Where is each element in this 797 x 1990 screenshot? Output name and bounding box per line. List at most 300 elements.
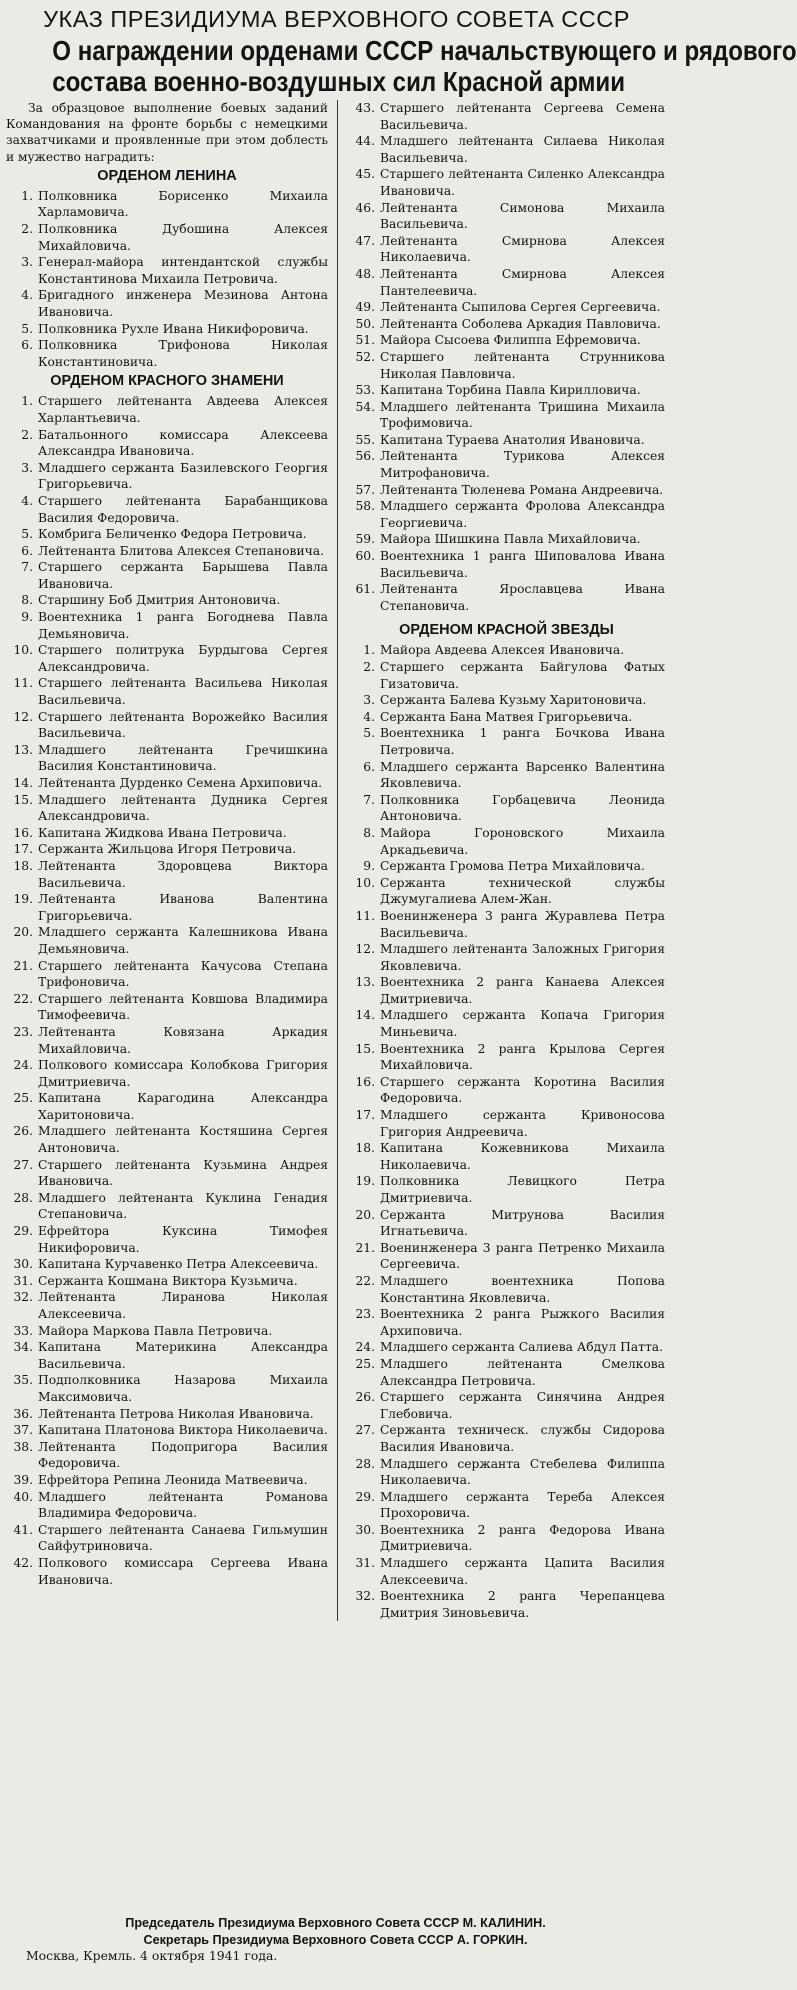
item-text: Воентехника 2 ранга Канаева Алексея Дмитриевича. xyxy=(380,975,665,1006)
award-list-item xyxy=(348,166,665,199)
item-number: 15. xyxy=(13,792,33,807)
item-text: Полковника Рухле Ивана Никифоровича. xyxy=(38,321,309,336)
item-number: 8. xyxy=(363,825,375,840)
award-list-item xyxy=(6,1439,328,1472)
item-number: 39. xyxy=(13,1472,33,1487)
award-list-item xyxy=(6,592,328,609)
item-number: 16. xyxy=(13,825,33,840)
item-number: 28. xyxy=(13,1190,33,1205)
item-number: 20. xyxy=(13,925,33,940)
item-number: 5. xyxy=(21,527,33,542)
award-list-item xyxy=(6,1372,328,1405)
award-list-item xyxy=(348,316,665,333)
item-number: 24. xyxy=(355,1340,375,1355)
award-list-item xyxy=(348,133,665,166)
item-number: 12. xyxy=(13,709,33,724)
item-text: Лейтенанта Здоровцева Виктора Васильевича. xyxy=(38,858,328,890)
left-column xyxy=(6,100,338,1621)
award-list-item xyxy=(6,1024,328,1057)
item-number: 33. xyxy=(13,1323,33,1338)
item-number: 34. xyxy=(13,1340,33,1355)
item-text: Воентехника 1 ранга Бочкова Ивана Петровича. xyxy=(380,726,665,757)
item-number: 20. xyxy=(355,1207,375,1222)
award-list-item xyxy=(6,1472,328,1489)
item-text: Капитана Кожевникова Михаила Николаевича. xyxy=(380,1141,665,1172)
item-text: Майора Авдеева Алексея Ивановича. xyxy=(380,643,625,658)
award-list-item xyxy=(348,1207,665,1240)
item-text: Младшего лейтенанта Силаева Николая Васильевича. xyxy=(380,134,665,165)
item-number: 8. xyxy=(21,593,33,608)
item-text: Младшего лейтенанта Заложных Григория Яковлевича. xyxy=(380,942,665,973)
item-number: 25. xyxy=(355,1356,375,1371)
award-list-item xyxy=(348,1306,665,1339)
award-list-item xyxy=(348,482,665,499)
award-list-item xyxy=(6,792,328,825)
item-text: Воентехника 2 ранга Рыжкого Василия Архиповича. xyxy=(380,1307,665,1338)
item-text: Лейтенанта Дурденко Семена Архиповича. xyxy=(38,776,323,790)
item-number: 19. xyxy=(355,1174,375,1189)
item-number: 13. xyxy=(355,975,375,990)
section-title-red-star: ОРДЕНОМ КРАСНОЙ ЗВЕЗДЫ xyxy=(399,622,614,639)
item-text: Военинженера 3 ранга Журавлева Петра Васильевича. xyxy=(380,908,665,940)
item-number: 58. xyxy=(355,499,375,514)
item-text: Бригадного инженера Мезинова Антона Ивановича. xyxy=(38,288,328,319)
item-text: Младшего сержанта Салиева Абдул Патта. xyxy=(380,1340,664,1355)
section-title-lenin: ОРДЕНОМ ЛЕНИНА xyxy=(97,167,237,184)
item-text: Старшего лейтенанта Сергеева Семена Васильевича. xyxy=(380,101,665,132)
item-number: 32. xyxy=(355,1589,375,1604)
item-number: 11. xyxy=(13,676,33,691)
award-list-item xyxy=(348,792,665,825)
item-number: 61. xyxy=(355,582,375,597)
award-list-item xyxy=(6,393,328,426)
award-list-item xyxy=(6,891,328,924)
award-list-item xyxy=(348,1173,665,1206)
award-list-item xyxy=(6,858,328,891)
item-number: 21. xyxy=(355,1240,375,1255)
award-list-item xyxy=(348,725,665,758)
item-number: 25. xyxy=(13,1091,33,1106)
item-number: 30. xyxy=(355,1522,375,1537)
item-number: 13. xyxy=(13,742,33,757)
item-text: Лейтенанта Симонова Михаила Васильевича. xyxy=(380,200,665,232)
item-text: Подполковника Назарова Михаила Максимовича. xyxy=(38,1373,328,1404)
item-number: 15. xyxy=(355,1041,375,1056)
award-list-item xyxy=(6,493,328,526)
award-list-item xyxy=(6,775,328,792)
item-text: Старшего лейтенанта Ковшова Владимира Тимофеевича. xyxy=(38,991,328,1023)
award-list-item xyxy=(6,675,328,708)
item-number: 27. xyxy=(13,1157,33,1172)
item-text: Капитана Тураева Анатолия Ивановича. xyxy=(380,432,645,447)
award-list-item xyxy=(348,399,665,432)
item-number: 27. xyxy=(355,1423,375,1438)
item-text: Сержанта Кошмана Виктора Кузьмича. xyxy=(38,1273,298,1288)
award-list-item xyxy=(348,941,665,974)
item-text: Старшего лейтенанта Струнникова Николая Павловича. xyxy=(380,349,665,381)
award-list-item xyxy=(348,1240,665,1273)
item-text: Майора Шишкина Павла Михайловича. xyxy=(380,532,641,547)
award-list-item xyxy=(6,1522,328,1555)
item-number: 26. xyxy=(355,1390,375,1405)
award-list-item xyxy=(6,958,328,991)
item-number: 40. xyxy=(13,1489,33,1504)
item-text: Лейтенанта Ярославцева Ивана Степановича. xyxy=(380,582,665,613)
award-list-item xyxy=(6,559,328,592)
item-text: Младшего лейтенанта Гречишкина Василия Константиновича. xyxy=(38,742,328,774)
item-text: Младшего воентехника Попова Константина Яковлевича. xyxy=(380,1273,665,1305)
award-list-item xyxy=(348,659,665,692)
item-text: Генерал-майора интендантской службы Константинова Михаила Петровича. xyxy=(38,255,328,286)
item-text: Капитана Курчавенко Петра Алексеевича. xyxy=(38,1257,319,1272)
award-list-item xyxy=(348,692,665,709)
chairman-signature: Председатель Президиума Верховного Совета СССР М. КАЛИНИН. xyxy=(125,1916,546,1930)
item-text: Старшего лейтенанта Васильева Николая Васильевича. xyxy=(38,676,328,708)
award-list-item xyxy=(348,1422,665,1455)
item-number: 48. xyxy=(355,266,375,281)
section-title-red-banner: ОРДЕНОМ КРАСНОГО ЗНАМЕНИ xyxy=(50,373,284,390)
item-text: Младшего сержанта Стебелева Филиппа Николаевича. xyxy=(380,1456,665,1488)
award-list-item xyxy=(348,266,665,299)
red-banner-list-part-1 xyxy=(6,393,328,1588)
award-list-item xyxy=(6,609,328,642)
award-list-item xyxy=(6,642,328,675)
item-number: 1. xyxy=(21,188,33,203)
item-text: Комбрига Беличенко Федора Петровича. xyxy=(38,527,307,542)
award-list-item xyxy=(348,1007,665,1040)
item-number: 21. xyxy=(13,958,33,973)
item-number: 19. xyxy=(13,892,33,907)
item-text: Старшего сержанта Коротина Василия Федоровича. xyxy=(380,1074,665,1106)
award-list-item xyxy=(6,1090,328,1123)
item-number: 29. xyxy=(355,1489,375,1504)
item-text: Старшего лейтенанта Санаева Гильмушин Сайфутриновича. xyxy=(38,1522,328,1554)
item-number: 7. xyxy=(363,792,375,807)
item-number: 22. xyxy=(355,1273,375,1288)
item-text: Младшего сержанта Варсенко Валентина Яковлевича. xyxy=(380,759,665,791)
item-number: 12. xyxy=(355,942,375,957)
item-text: Полкового комиссара Сергеева Ивана Ивановича. xyxy=(38,1555,328,1587)
item-text: Полковника Борисенко Михаила Харламовича. xyxy=(38,188,328,220)
item-text: Сержанта техническ. службы Сидорова Василия Ивановича. xyxy=(380,1423,665,1454)
item-text: Лейтенанта Смирнова Алексея Николаевича. xyxy=(380,233,665,265)
item-text: Сержанта Балева Кузьму Харитоновича. xyxy=(380,693,647,708)
item-number: 52. xyxy=(355,349,375,364)
item-text: Сержанта Бана Матвея Григорьевича. xyxy=(380,709,633,724)
item-number: 42. xyxy=(13,1555,33,1570)
award-list-item xyxy=(6,1489,328,1522)
award-list-item xyxy=(6,1256,328,1273)
item-text: Лейтенанта Подопригора Василия Федоровича. xyxy=(38,1439,328,1471)
item-text: Полковника Дубошина Алексея Михайловича. xyxy=(38,222,328,253)
award-list-item xyxy=(348,759,665,792)
award-list-item xyxy=(6,1289,328,1322)
award-list-item xyxy=(348,548,665,581)
item-text: Младшего сержанта Калешникова Ивана Демьяновича. xyxy=(38,925,328,956)
item-text: Сержанта Жильцова Игоря Петровича. xyxy=(38,842,297,857)
item-number: 47. xyxy=(355,233,375,248)
item-number: 10. xyxy=(355,875,375,890)
award-list-item xyxy=(6,1057,328,1090)
item-number: 4. xyxy=(21,493,33,508)
item-number: 36. xyxy=(13,1406,33,1421)
item-number: 22. xyxy=(13,991,33,1006)
item-number: 14. xyxy=(355,1008,375,1023)
item-text: Младшего сержанта Кривоносова Григория Андреевича. xyxy=(380,1108,665,1139)
award-list-item xyxy=(348,875,665,908)
award-list-item xyxy=(6,526,328,543)
red-banner-list-part-2 xyxy=(348,100,665,614)
item-number: 50. xyxy=(355,316,375,331)
award-list-item xyxy=(6,1123,328,1156)
award-list-item xyxy=(348,581,665,614)
item-text: Лейтенанта Иванова Валентина Григорьевича. xyxy=(38,892,328,923)
item-number: 43. xyxy=(355,101,375,115)
item-number: 17. xyxy=(355,1108,375,1123)
award-list-item xyxy=(6,321,328,338)
item-text: Лейтенанта Лиранова Николая Алексеевича. xyxy=(38,1290,328,1321)
item-text: Младшего сержанта Тереба Алексея Прохоровича. xyxy=(380,1489,665,1521)
item-number: 32. xyxy=(13,1290,33,1305)
item-text: Лейтенанта Петрова Николая Ивановича. xyxy=(38,1406,314,1421)
item-number: 49. xyxy=(355,300,375,315)
item-text: Батальонного комиссара Алексеева Александра Ивановича. xyxy=(38,427,328,459)
item-text: Полковника Трифонова Николая Константиновича. xyxy=(38,338,328,369)
item-number: 60. xyxy=(355,549,375,564)
award-list-item xyxy=(348,233,665,266)
award-list-item xyxy=(6,1190,328,1223)
item-text: Ефрейтора Репина Леонида Матвеевича. xyxy=(38,1472,308,1487)
item-text: Капитана Торбина Павла Кирилловича. xyxy=(380,383,641,398)
award-list-item xyxy=(348,200,665,233)
item-number: 1. xyxy=(363,643,375,658)
award-list-item xyxy=(348,709,665,726)
decree-title-line-1: О награждении орденами СССР начальствующего и рядового xyxy=(52,35,797,66)
award-list-item xyxy=(6,1555,328,1588)
award-list-item xyxy=(348,100,665,133)
item-text: Лейтенанта Тюленева Романа Андреевича. xyxy=(380,482,664,497)
award-list-item xyxy=(6,337,328,370)
item-number: 41. xyxy=(13,1522,33,1537)
red-star-list xyxy=(348,642,665,1621)
item-text: Майора Сысоева Филиппа Ефремовича. xyxy=(380,333,641,348)
item-text: Сержанта Громова Петра Михайловича. xyxy=(380,859,645,874)
item-text: Капитана Карагодина Александра Харитоновича. xyxy=(38,1091,328,1122)
item-number: 44. xyxy=(355,134,375,149)
secretary-signature: Секретарь Президиума Верховного Совета СССР А. ГОРКИН. xyxy=(143,1932,528,1947)
item-text: Лейтенанта Ковязана Аркадия Михайловича. xyxy=(38,1024,328,1056)
award-list-item xyxy=(6,1422,328,1439)
lenin-list xyxy=(6,188,328,371)
item-text: Младшего лейтенанта Костяшина Сергея Антоновича. xyxy=(38,1124,328,1156)
award-list-item xyxy=(348,299,665,316)
award-list-item xyxy=(348,1074,665,1107)
item-text: Воентехника 1 ранга Богоднева Павла Демьяновича. xyxy=(38,610,328,641)
award-list-item xyxy=(348,1522,665,1555)
item-number: 6. xyxy=(363,759,375,774)
award-list-item xyxy=(348,1456,665,1489)
item-text: Майора Гороновского Михаила Аркадьевича. xyxy=(380,825,665,857)
item-text: Сержанта технической службы Джумугалиева Алем-Жан. xyxy=(380,875,665,907)
item-number: 2. xyxy=(21,222,33,236)
item-text: Старшего лейтенанта Качусова Степана Трифоновича. xyxy=(38,958,328,990)
award-list-item xyxy=(6,221,328,254)
item-text: Младшего лейтенанта Смелкова Александра Петровича. xyxy=(380,1356,665,1388)
item-number: 37. xyxy=(13,1423,33,1438)
award-list-item xyxy=(6,1339,328,1372)
item-text: Майора Маркова Павла Петровича. xyxy=(38,1323,273,1338)
item-number: 31. xyxy=(13,1273,33,1288)
award-list-item xyxy=(348,531,665,548)
award-list-item xyxy=(348,1489,665,1522)
item-text: Старшего лейтенанта Силенко Александра Ивановича. xyxy=(380,167,665,198)
decree-header: УКАЗ ПРЕЗИДИУМА ВЕРХОВНОГО СОВЕТА СССР xyxy=(43,6,630,32)
award-list-item xyxy=(348,1140,665,1173)
award-list-item xyxy=(6,841,328,858)
item-number: 4. xyxy=(21,288,33,303)
item-number: 56. xyxy=(355,449,375,464)
item-number: 31. xyxy=(355,1556,375,1571)
award-list-item xyxy=(348,448,665,481)
item-number: 10. xyxy=(13,643,33,658)
item-number: 7. xyxy=(21,560,33,575)
item-number: 28. xyxy=(355,1456,375,1471)
item-text: Капитана Жидкова Ивана Петровича. xyxy=(38,825,287,840)
award-list-item xyxy=(6,287,328,320)
item-text: Младшего сержанта Фролова Александра Георгиевича. xyxy=(380,499,665,530)
award-list-item xyxy=(6,1273,328,1290)
item-text: Лейтенанта Турикова Алексея Митрофановича. xyxy=(380,449,665,481)
item-number: 24. xyxy=(13,1058,33,1073)
award-list-item xyxy=(6,1157,328,1190)
item-number: 54. xyxy=(355,399,375,414)
award-list-item xyxy=(6,460,328,493)
item-text: Младшего лейтенанта Куклина Генадия Степановича. xyxy=(38,1190,328,1222)
item-number: 38. xyxy=(13,1439,33,1454)
item-text: Капитана Материкина Александра Васильевича. xyxy=(38,1340,328,1371)
award-list-item xyxy=(348,1555,665,1588)
award-list-item xyxy=(6,709,328,742)
item-text: Младшего сержанта Копача Григория Миньевича. xyxy=(380,1008,665,1040)
award-list-item xyxy=(348,908,665,941)
item-text: Военинженера 3 ранга Петренко Михаила Сергеевича. xyxy=(380,1240,665,1272)
item-text: Лейтенанта Смирнова Алексея Пантелеевича. xyxy=(380,266,665,298)
award-list-item xyxy=(6,254,328,287)
item-text: Полковника Левицкого Петра Дмитриевича. xyxy=(380,1174,665,1205)
item-number: 6. xyxy=(21,543,33,558)
award-list-item xyxy=(348,1339,665,1356)
item-text: Воентехника 2 ранга Федорова Ивана Дмитриевича. xyxy=(380,1522,665,1554)
award-list-item xyxy=(348,1273,665,1306)
award-list-item xyxy=(6,188,328,221)
item-number: 14. xyxy=(13,776,33,790)
item-text: Старшего сержанта Барышева Павла Ивановича. xyxy=(38,560,328,591)
item-number: 57. xyxy=(355,482,375,497)
award-list-item xyxy=(6,1223,328,1256)
item-text: Лейтенанта Блитова Алексея Степановича. xyxy=(38,543,325,558)
award-list-item xyxy=(348,382,665,399)
item-number: 3. xyxy=(21,255,33,270)
item-number: 59. xyxy=(355,532,375,547)
item-text: Младшего лейтенанта Дудника Сергея Александровича. xyxy=(38,792,328,824)
item-number: 5. xyxy=(21,321,33,336)
item-text: Воентехника 1 ранга Шиповалова Ивана Васильевича. xyxy=(380,549,665,580)
item-text: Старшего лейтенанта Барабанщикова Василия Федоровича. xyxy=(38,493,328,525)
award-list-item xyxy=(6,991,328,1024)
item-text: Сержанта Митрунова Василия Игнатьевича. xyxy=(380,1207,665,1239)
item-text: Старшину Боб Дмитрия Антоновича. xyxy=(38,593,281,608)
item-text: Ефрейтора Куксина Тимофея Никифоровича. xyxy=(38,1224,328,1255)
item-number: 1. xyxy=(21,394,33,409)
item-number: 53. xyxy=(355,383,375,398)
decree-columns xyxy=(6,100,665,1621)
award-list-item xyxy=(348,642,665,659)
item-text: Лейтенанта Соболева Аркадия Павловича. xyxy=(380,316,661,331)
item-number: 35. xyxy=(13,1373,33,1388)
item-number: 51. xyxy=(355,333,375,348)
award-list-item xyxy=(6,1406,328,1423)
item-text: Воентехника 2 ранга Крылова Сергея Михайловича. xyxy=(380,1041,665,1073)
item-number: 55. xyxy=(355,432,375,447)
place-and-date: Москва, Кремль. 4 октября 1941 года. xyxy=(26,1948,278,1964)
item-number: 45. xyxy=(355,167,375,182)
award-list-item xyxy=(6,924,328,957)
item-number: 23. xyxy=(355,1307,375,1322)
award-list-item xyxy=(6,742,328,775)
item-number: 3. xyxy=(363,693,375,708)
item-number: 4. xyxy=(363,709,375,724)
award-list-item xyxy=(348,332,665,349)
award-list-item xyxy=(348,1356,665,1389)
item-text: Младшего сержанта Цапита Василия Алексеевича. xyxy=(380,1556,665,1587)
item-number: 2. xyxy=(21,427,33,442)
item-text: Младшего лейтенанта Романова Владимира Федоровича. xyxy=(38,1489,328,1521)
award-list-item xyxy=(348,432,665,449)
item-text: Старшего сержанта Синячина Андрея Глебовича. xyxy=(380,1390,665,1421)
item-number: 11. xyxy=(355,908,375,923)
award-list-item xyxy=(6,543,328,560)
item-number: 26. xyxy=(13,1124,33,1139)
item-number: 18. xyxy=(13,858,33,873)
item-text: Полковника Горбацевича Леонида Антоновича. xyxy=(380,792,665,824)
item-number: 29. xyxy=(13,1224,33,1239)
award-list-item xyxy=(348,498,665,531)
item-text: Старшего лейтенанта Ворожейко Василия Васильевича. xyxy=(38,709,328,741)
item-number: 6. xyxy=(21,338,33,353)
item-text: Младшего сержанта Базилевского Георгия Григорьевича. xyxy=(38,460,328,492)
award-list-item xyxy=(348,1389,665,1422)
item-number: 9. xyxy=(363,859,375,874)
item-text: Полкового комиссара Колобкова Григория Дмитриевича. xyxy=(38,1058,328,1089)
item-number: 23. xyxy=(13,1024,33,1039)
item-text: Младшего лейтенанта Тришина Михаила Трофимовича. xyxy=(380,399,665,431)
item-text: Старшего лейтенанта Авдеева Алексея Харлантьевича. xyxy=(38,394,328,425)
award-list-item xyxy=(348,1588,665,1621)
item-text: Старшего политрука Бурдыгова Сергея Александровича. xyxy=(38,643,328,674)
right-column xyxy=(338,100,665,1621)
item-text: Лейтенанта Сыпилова Сергея Сергеевича. xyxy=(380,300,661,315)
award-list-item xyxy=(348,349,665,382)
item-number: 5. xyxy=(363,726,375,741)
item-number: 2. xyxy=(363,660,375,674)
item-number: 18. xyxy=(355,1141,375,1156)
item-text: Старшего лейтенанта Кузьмина Андрея Ивановича. xyxy=(38,1157,328,1189)
intro-paragraph: За образцовое выполнение боевых заданий Командования на фронте борьбы с немецкими захватчиками и проявленные при этом доблесть и мужество наградить: xyxy=(6,101,328,164)
item-number: 3. xyxy=(21,460,33,475)
award-list-item xyxy=(348,858,665,875)
award-list-item xyxy=(348,825,665,858)
item-text: Старшего сержанта Байгулова Фатых Гизатовича. xyxy=(380,660,665,691)
